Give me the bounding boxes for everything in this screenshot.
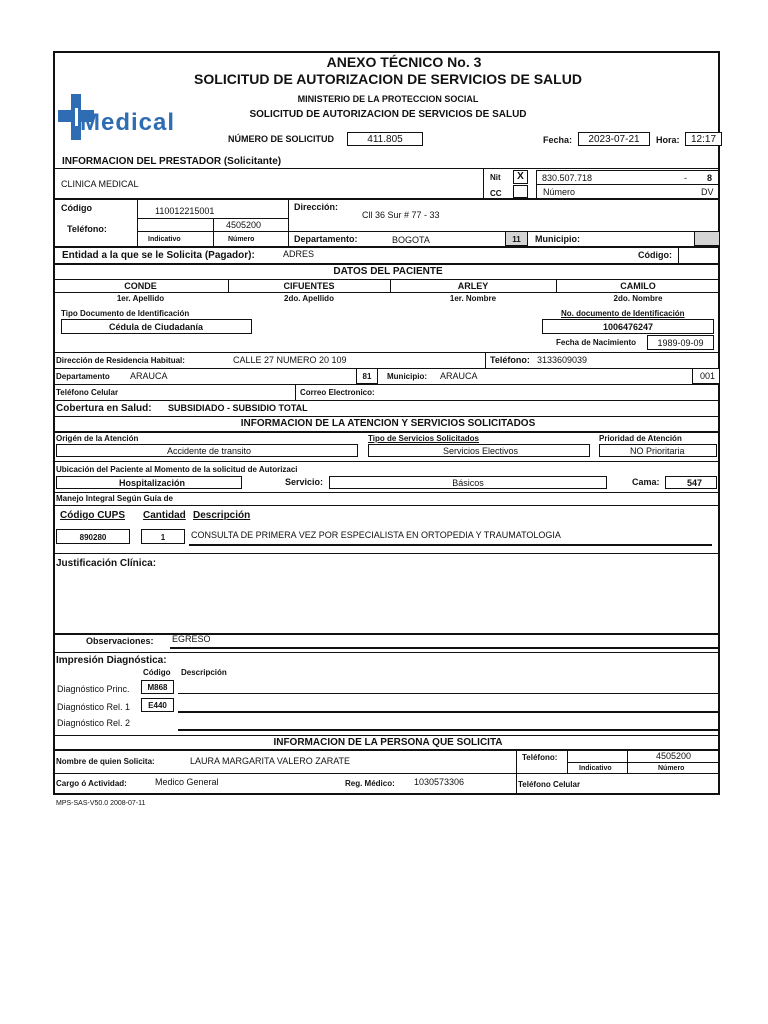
nit-dash: - — [684, 173, 687, 183]
dob-label: Fecha de Nacimiento — [556, 338, 637, 347]
procedure-description: CONSULTA DE PRIMERA VEZ POR ESPECIALISTA EN ORTOPEDIA Y TRAUMATOLOGIA — [191, 530, 561, 540]
patient-first-name-1: ARLEY — [457, 281, 489, 291]
requester-phone-label: Teléfono: — [522, 753, 558, 762]
patient-phone: 3133609039 — [537, 355, 588, 365]
payer-code-label: Código: — [638, 250, 672, 260]
request-number-field[interactable]: 411.805 — [347, 132, 423, 146]
service-label: Servicio: — [285, 477, 324, 487]
cell-label: Teléfono Celular — [56, 388, 119, 397]
patient-dept-label: Departamento — [56, 372, 110, 381]
requester-numero-label: Número — [658, 765, 685, 772]
patient-municipality: ARAUCA — [440, 371, 478, 381]
patient-municipality-label: Municipio: — [387, 372, 427, 381]
bed-field[interactable]: 547 — [665, 476, 717, 489]
requester-name: LAURA MARGARITA VALERO ZARATE — [190, 756, 351, 766]
provider-numero-label: Número — [228, 236, 255, 243]
quantity-field[interactable]: 1 — [141, 529, 185, 544]
patient-dept-code: 81 — [356, 368, 378, 384]
form-subtitle-2: SOLICITUD DE AUTORIZACION DE SERVICIOS DE SALUD — [249, 109, 527, 120]
provider-indicativo-label: Indicativo — [148, 236, 181, 243]
priority-field[interactable]: NO Prioritaria — [599, 444, 717, 457]
id-number-field[interactable]: 1006476247 — [542, 319, 714, 334]
patient-dept: ARAUCA — [130, 371, 168, 381]
form-subtitle: SOLICITUD DE AUTORIZACION DE SERVICIOS DE SALUD — [194, 71, 582, 87]
observations-value: EGRESO — [172, 634, 211, 644]
provider-dept: BOGOTA — [392, 235, 430, 245]
request-number-label: NÚMERO DE SOLICITUD — [228, 134, 335, 144]
observations-label: Observaciones: — [86, 636, 154, 646]
coverage-value: SUBSIDIADO - SUBSIDIO TOTAL — [168, 403, 308, 413]
form-version: MPS-SAS-V50.0 2008-07-11 — [56, 800, 146, 807]
diagnosis-description-header: Descripción — [181, 668, 227, 677]
service-type-field[interactable]: Servicios Electivos — [368, 444, 590, 457]
service-field[interactable]: Básicos — [329, 476, 607, 489]
provider-code: 110012215001 — [155, 206, 215, 216]
related-diagnosis-2-label: Diagnóstico Rel. 2 — [57, 718, 131, 728]
requester-name-label: Nombre de quien Solicita: — [56, 757, 155, 766]
dv-label: DV — [701, 187, 714, 197]
cups-code-field[interactable]: 890280 — [56, 529, 130, 544]
provider-phone-label: Teléfono: — [67, 224, 107, 234]
provider-dept-code: 11 — [505, 231, 528, 246]
service-type-label: Tipo de Servicios Solicitados — [368, 434, 479, 443]
requester-section-title: INFORMACION DE LA PERSONA QUE SOLICITA — [273, 737, 503, 748]
patient-last-name-2: CIFUENTES — [283, 281, 335, 291]
description-header: Descripción — [193, 510, 251, 521]
payer-label: Entidad a la que se le Solicita (Pagador): — [62, 250, 255, 261]
bed-label: Cama: — [632, 477, 660, 487]
id-type-field[interactable]: Cédula de Ciudadanía — [61, 319, 252, 334]
nit-checkbox[interactable]: X — [513, 170, 528, 184]
last-name-2-label: 2do. Apellido — [284, 294, 334, 303]
cc-checkbox[interactable] — [513, 185, 528, 198]
patient-first-name-2: CAMILO — [620, 281, 656, 291]
residence-label: Dirección de Residencia Habitual: — [56, 356, 185, 365]
residence-value: CALLE 27 NUMERO 20 109 — [233, 355, 347, 365]
email-label: Correo Electronico: — [300, 388, 375, 397]
payer-value: ADRES — [283, 249, 315, 259]
first-name-2-label: 2do. Nombre — [613, 294, 663, 303]
location-field[interactable]: Hospitalización — [56, 476, 242, 489]
diagnosis-label: Impresión Diagnóstica: — [56, 655, 167, 666]
numero-label: Número — [543, 187, 576, 197]
id-type-label: Tipo Documento de Identificación — [61, 309, 190, 318]
requester-phone: 4505200 — [656, 751, 692, 761]
cc-label: CC — [490, 189, 502, 198]
provider-address-label: Dirección: — [294, 202, 339, 212]
related-diagnosis-1-label: Diagnóstico Rel. 1 — [57, 702, 131, 712]
provider-phone: 4505200 — [226, 220, 262, 230]
main-diagnosis-label: Diagnóstico Princ. — [57, 684, 130, 694]
justification-label: Justificación Clínica: — [56, 558, 157, 569]
hour-field[interactable]: 12:17 — [685, 132, 722, 146]
provider-name: CLINICA MEDICAL — [61, 179, 139, 189]
attention-section-title: INFORMACION DE LA ATENCION Y SERVICIOS SOLICITADOS — [240, 418, 536, 429]
provider-municipality-code — [694, 231, 720, 246]
provider-section-title: INFORMACION DEL PRESTADOR (Solicitante) — [62, 156, 282, 167]
medical-registry-value: 1030573306 — [414, 777, 465, 787]
guide-label: Manejo Integral Según Guía de — [56, 494, 173, 503]
form-title: ANEXO TÉCNICO No. 3 — [326, 54, 482, 70]
dob-field[interactable]: 1989-09-09 — [647, 335, 714, 350]
patient-municipality-code: 001 — [692, 368, 720, 384]
role-label: Cargo ó Actividad: — [56, 779, 127, 788]
ministry-name: MINISTERIO DE LA PROTECCION SOCIAL — [297, 94, 479, 104]
provider-code-label: Código — [61, 203, 92, 213]
role-value: Medico General — [155, 777, 219, 787]
first-name-1-label: 1er. Nombre — [449, 294, 497, 303]
provider-dept-label: Departamento: — [294, 234, 358, 244]
patient-phone-label: Teléfono: — [490, 355, 530, 365]
logo — [58, 94, 178, 140]
last-name-1-label: 1er. Apellido — [116, 294, 165, 303]
related-diagnosis-1-code[interactable]: E440 — [141, 698, 174, 712]
nit-dv: 8 — [707, 173, 713, 183]
hour-label: Hora: — [656, 135, 680, 145]
quantity-header: Cantidad — [143, 510, 186, 521]
requester-indicativo-label: Indicativo — [579, 765, 612, 772]
patient-section-title: DATOS DEL PACIENTE — [333, 266, 443, 277]
priority-label: Prioridad de Atención — [599, 434, 682, 443]
date-field[interactable]: 2023-07-21 — [578, 132, 650, 146]
location-label: Ubicación del Paciente al Momento de la solicitud de Autorizaci — [56, 465, 298, 474]
logo-text: Medical — [80, 109, 176, 136]
nit-number: 830.507.718 — [542, 173, 593, 183]
requester-cell-label: Teléfono Celular — [518, 780, 581, 789]
patient-last-name-1: CONDE — [124, 281, 157, 291]
nit-label: Nit — [490, 173, 501, 182]
cups-header: Código CUPS — [60, 510, 125, 521]
date-label: Fecha: — [543, 135, 573, 145]
id-number-label: No. documento de Identificación — [561, 309, 685, 318]
medical-registry-label: Reg. Médico: — [345, 779, 395, 788]
provider-municipality-label: Municipio: — [535, 234, 580, 244]
coverage-label: Cobertura en Salud: — [56, 403, 152, 414]
origin-field[interactable]: Accidente de transito — [56, 444, 358, 457]
origin-label: Origén de la Atención — [56, 434, 139, 443]
main-diagnosis-code[interactable]: M868 — [141, 680, 174, 694]
diagnosis-code-header: Código — [143, 668, 171, 677]
provider-address: Cll 36 Sur # 77 - 33 — [362, 210, 440, 220]
